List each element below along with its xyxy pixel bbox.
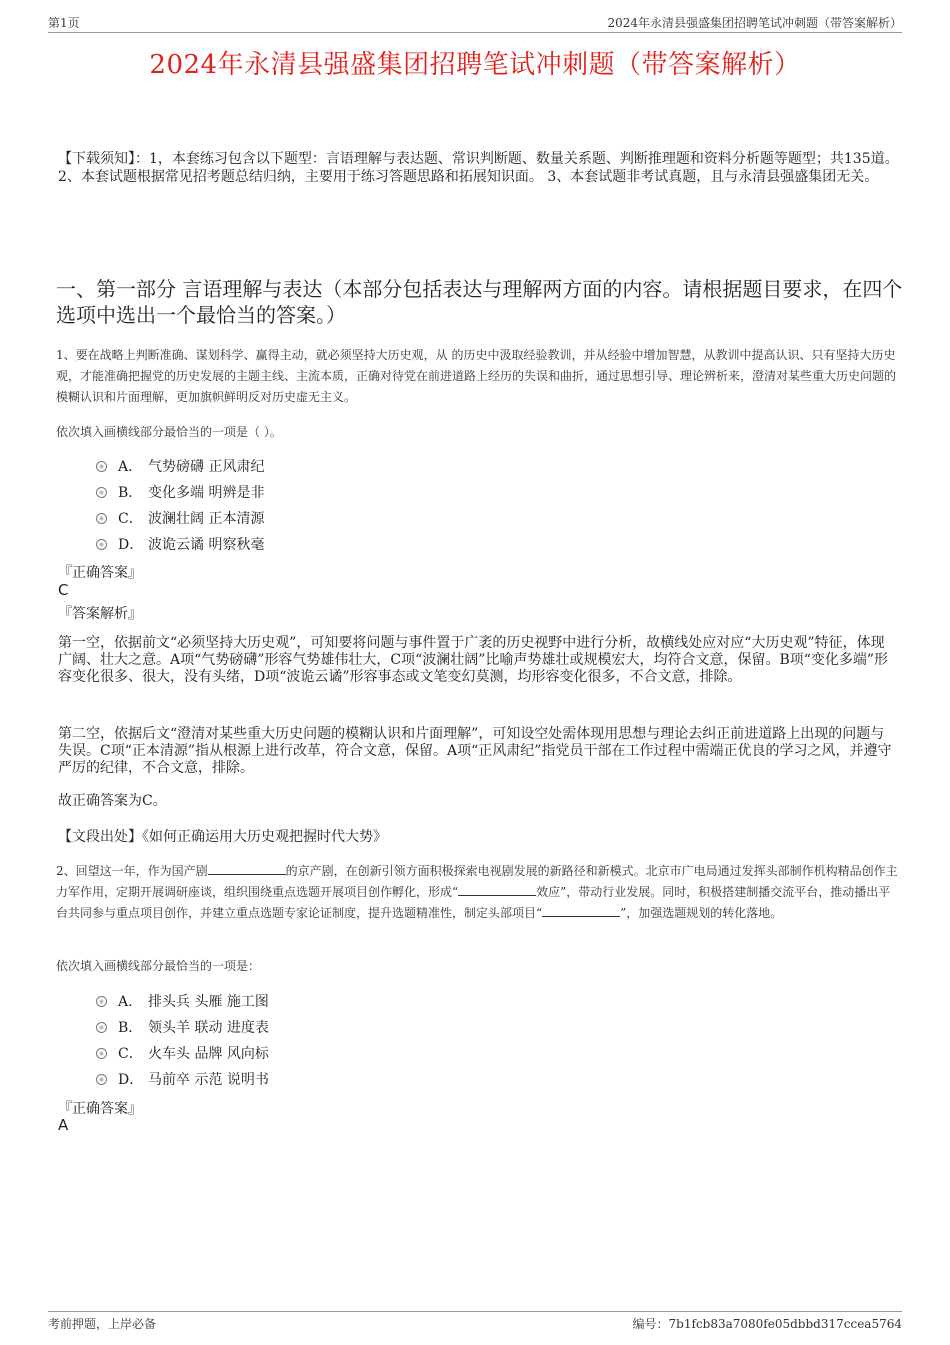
correct-answer: A: [58, 1116, 69, 1134]
question-1-instruction: 依次填入画横线部分最恰当的一项是（ ）。: [56, 425, 282, 439]
download-notice: 【下载须知】：1，本套练习包含以下题型：言语理解与表达题、常识判断题、数量关系题、判断推理题和资料分析题等题型；共135道。 2、本套试题根据常见招考题总结归纳，主要用于练习答题思路和拓展知识面。 3、本套试题非考试真题，且与永清县强盛集团无关。: [58, 151, 899, 185]
radio-icon[interactable]: [96, 487, 107, 498]
fill-blank: [542, 905, 620, 917]
answer-label: 『正确答案』: [58, 565, 142, 581]
footer-slogan: 考前押题，上岸必备: [48, 1317, 157, 1331]
radio-icon[interactable]: [96, 539, 107, 550]
radio-icon[interactable]: [96, 513, 107, 524]
header-doc-title: 2024年永清县强盛集团招聘笔试冲刺题（带答案解析）: [607, 16, 902, 30]
radio-icon[interactable]: [96, 1048, 107, 1059]
option-d[interactable]: D． 马前卒 示范 说明书: [96, 1066, 269, 1092]
option-b[interactable]: B． 领头羊 联动 进度表: [96, 1014, 269, 1040]
document-id: 编号：7b1fcb83a7080fe05dbbd317ccea5764: [632, 1317, 902, 1331]
page-header: [48, 12, 902, 33]
question-2-options: [96, 988, 269, 1092]
analysis-paragraph-2: 第二空，依据后文“澄清对某些重大历史问题的模糊认识和片面理解”，可知设空处需体现用思想与理论去纠正前进道路上出现的问题与失误。C项“正本清源”指从根源上进行改革，符合文意，保留。A项“正风肃纪”指党员干部在工作过程中需端正优良的学习之风，并遵守严厉的纪律，不合文意，排除。: [58, 726, 892, 776]
fill-blank: [458, 884, 536, 896]
page-number: 第1页: [48, 16, 80, 30]
page-footer: [48, 1311, 902, 1331]
fill-blank: [208, 863, 286, 875]
question-2-text: 2、回望这一年，作为国产剧 的京产剧，在创新引领方面积极探索电视剧发展的新路径和新模式。北京市广电局通过发挥头部制作机构精品创作主力军作用，定期开展调研座谈，组织围绕重点选题开展项目创作孵化，形成“ 效应”，带动行业发展。同时，积极搭建制播交流平台，推动播出平台共同参与重点项目创作，并建立重点选题专家论证制度，提升选题精准性，制定头部项目“ ”，加强选题规划的转化落地。: [56, 864, 898, 920]
analysis-label: 『答案解析』: [58, 606, 142, 622]
answer-label: 『正确答案』: [58, 1101, 142, 1117]
conclusion: 故正确答案为C。: [58, 793, 167, 809]
option-a[interactable]: A． 气势磅礴 正风肃纪: [96, 453, 264, 479]
option-b[interactable]: B． 变化多端 明辨是非: [96, 479, 264, 505]
option-a[interactable]: A． 排头兵 头雁 施工图: [96, 988, 269, 1014]
radio-icon[interactable]: [96, 996, 107, 1007]
correct-answer: C: [58, 581, 69, 599]
page-title: 2024年永清县强盛集团招聘笔试冲刺题（带答案解析）: [149, 50, 801, 80]
question-2-instruction: 依次填入画横线部分最恰当的一项是：: [56, 959, 261, 973]
option-c[interactable]: C． 火车头 品牌 风向标: [96, 1040, 269, 1066]
option-c[interactable]: C． 波澜壮阔 正本清源: [96, 505, 264, 531]
analysis-paragraph-1: 第一空，依据前文“必须坚持大历史观”，可知要将问题与事件置于广袤的历史视野中进行分析，故横线处应对应“大历史观”特征，体现广阔、壮大之意。A项“气势磅礴”形容气势雄伟壮大，C项“波澜壮阔”比喻声势雄壮或规模宏大，均符合文意，保留。B项“变化多端”形容变化很多、很大，没有头绪，D项“波诡云谲”形容事态或文笔变幻莫测，均形容变化很多，不合文意，排除。: [58, 635, 889, 685]
section-title: 一、第一部分 言语理解与表达（本部分包括表达与理解两方面的内容。请根据题目要求，在四个选项中选出一个最恰当的答案。）: [56, 277, 903, 327]
radio-icon[interactable]: [96, 461, 107, 472]
question-1-options: [96, 453, 264, 557]
radio-icon[interactable]: [96, 1022, 107, 1033]
option-d[interactable]: D． 波诡云谲 明察秋毫: [96, 531, 264, 557]
radio-icon[interactable]: [96, 1074, 107, 1085]
passage-source: 【文段出处】《如何正确运用大历史观把握时代大势》: [58, 829, 387, 845]
question-1-text: 1、要在战略上判断准确、谋划科学、赢得主动，就必须坚持大历史观，从 的历史中汲取经验教训，并从经验中增加智慧，从教训中提高认识、只有坚持大历史观，才能准确把握党的历史发展的主题主线、主流本质，正确对待党在前进道路上经历的失误和曲折，通过思想引导、理论辨析来，澄清对某些重大历史问题的模糊认识和片面理解，更加旗帜鲜明反对历史虚无主义。: [56, 348, 897, 404]
